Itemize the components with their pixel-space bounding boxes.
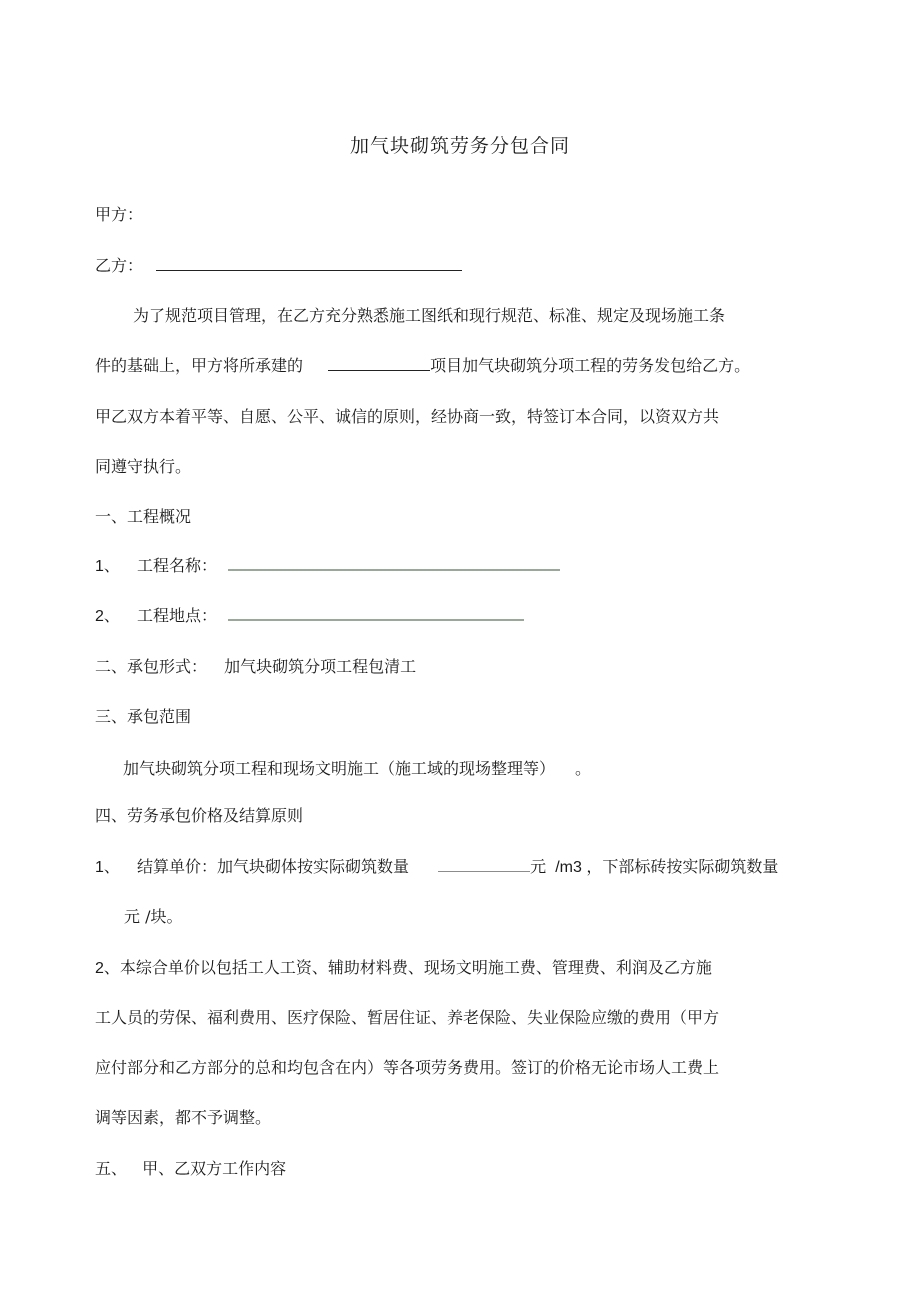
party-b-label: 乙方： — [95, 256, 144, 275]
composite-price-line-2: 工人员的劳保、福利费用、医疗保险、暂居住证、养老保险、失业保险应缴的费用（甲方 — [95, 1008, 720, 1027]
party-a-label: 甲方： — [95, 205, 144, 224]
unit-m3: /m3 ， — [555, 859, 603, 876]
preamble-line-2-pre: 件的基础上，甲方将所承建的 — [95, 356, 304, 375]
project-name-row — [95, 555, 560, 577]
scope-end-mark: 。 — [575, 759, 592, 778]
section-5-title: 甲、乙双方工作内容 — [142, 1159, 287, 1178]
preamble-line-2-post: 项目加气块砌筑分项工程的劳务发包给乙方。 — [430, 356, 751, 375]
composite-price-line-1 — [95, 958, 712, 979]
party-b-row — [95, 256, 462, 276]
block-unit-price-field[interactable] — [438, 857, 530, 872]
project-name-blank[interactable] — [328, 356, 430, 371]
party-b-blank[interactable] — [156, 256, 462, 271]
unit-price-text: 结算单价：加气块砌体按实际砌筑数量 — [137, 857, 410, 876]
unit-yuan: 元 — [530, 857, 547, 876]
scope-text: 加气块砌筑分项工程和现场文明施工（施工域的现场整理等） — [123, 759, 548, 778]
section-2-heading: 二、承包形式： — [95, 657, 208, 676]
composite-price-line-4: 调等因素，都不予调整。 — [95, 1108, 272, 1127]
unit-price-row — [95, 857, 778, 878]
section-3-heading: 三、承包范围 — [95, 707, 192, 726]
item-number: 1、 — [95, 558, 120, 575]
preamble-line-2 — [95, 356, 750, 376]
section-5-number: 五、 — [95, 1159, 128, 1178]
section-1-heading: 一、工程概况 — [95, 507, 192, 526]
project-location-label: 工程地点： — [137, 606, 218, 625]
unit-price-line-2: 元 /块。 — [124, 907, 183, 926]
preamble-line-3: 甲乙双方本着平等、自愿、公平、诚信的原则，经协商一致，特签订本合同，以资双方共 — [95, 407, 720, 426]
project-location-field[interactable] — [228, 605, 524, 621]
composite-price-text: 、本综合单价以包括工人工资、辅助材料费、现场文明施工费、管理费、利润及乙方施 — [103, 958, 712, 977]
project-name-label: 工程名称： — [137, 556, 218, 575]
project-location-row — [95, 605, 524, 627]
item-number: 2、 — [95, 608, 120, 625]
composite-price-line-3: 应付部分和乙方部分的总和均包含在内）等各项劳务费用。签订的价格无论市场人工费上 — [95, 1058, 720, 1077]
preamble-line-1: 为了规范项目管理，在乙方充分熟悉施工图纸和现行规范、标准、规定及现场施工条 — [133, 306, 726, 325]
section-5-heading — [95, 1159, 286, 1179]
item-number: 2 — [95, 960, 104, 977]
contract-form-value: 加气块砌筑分项工程包清工 — [224, 657, 417, 676]
section-3-body — [123, 759, 591, 779]
section-2-row — [95, 657, 416, 677]
party-a-row — [95, 205, 143, 225]
brick-price-text: 下部标砖按实际砌筑数量 — [602, 857, 779, 876]
preamble-line-4: 同遵守执行。 — [95, 457, 192, 476]
document-title: 加气块砌筑劳务分包合同 — [349, 135, 570, 157]
project-name-field[interactable] — [228, 555, 560, 571]
section-4-heading: 四、劳务承包价格及结算原则 — [95, 806, 304, 825]
item-number: 1、 — [95, 859, 120, 876]
